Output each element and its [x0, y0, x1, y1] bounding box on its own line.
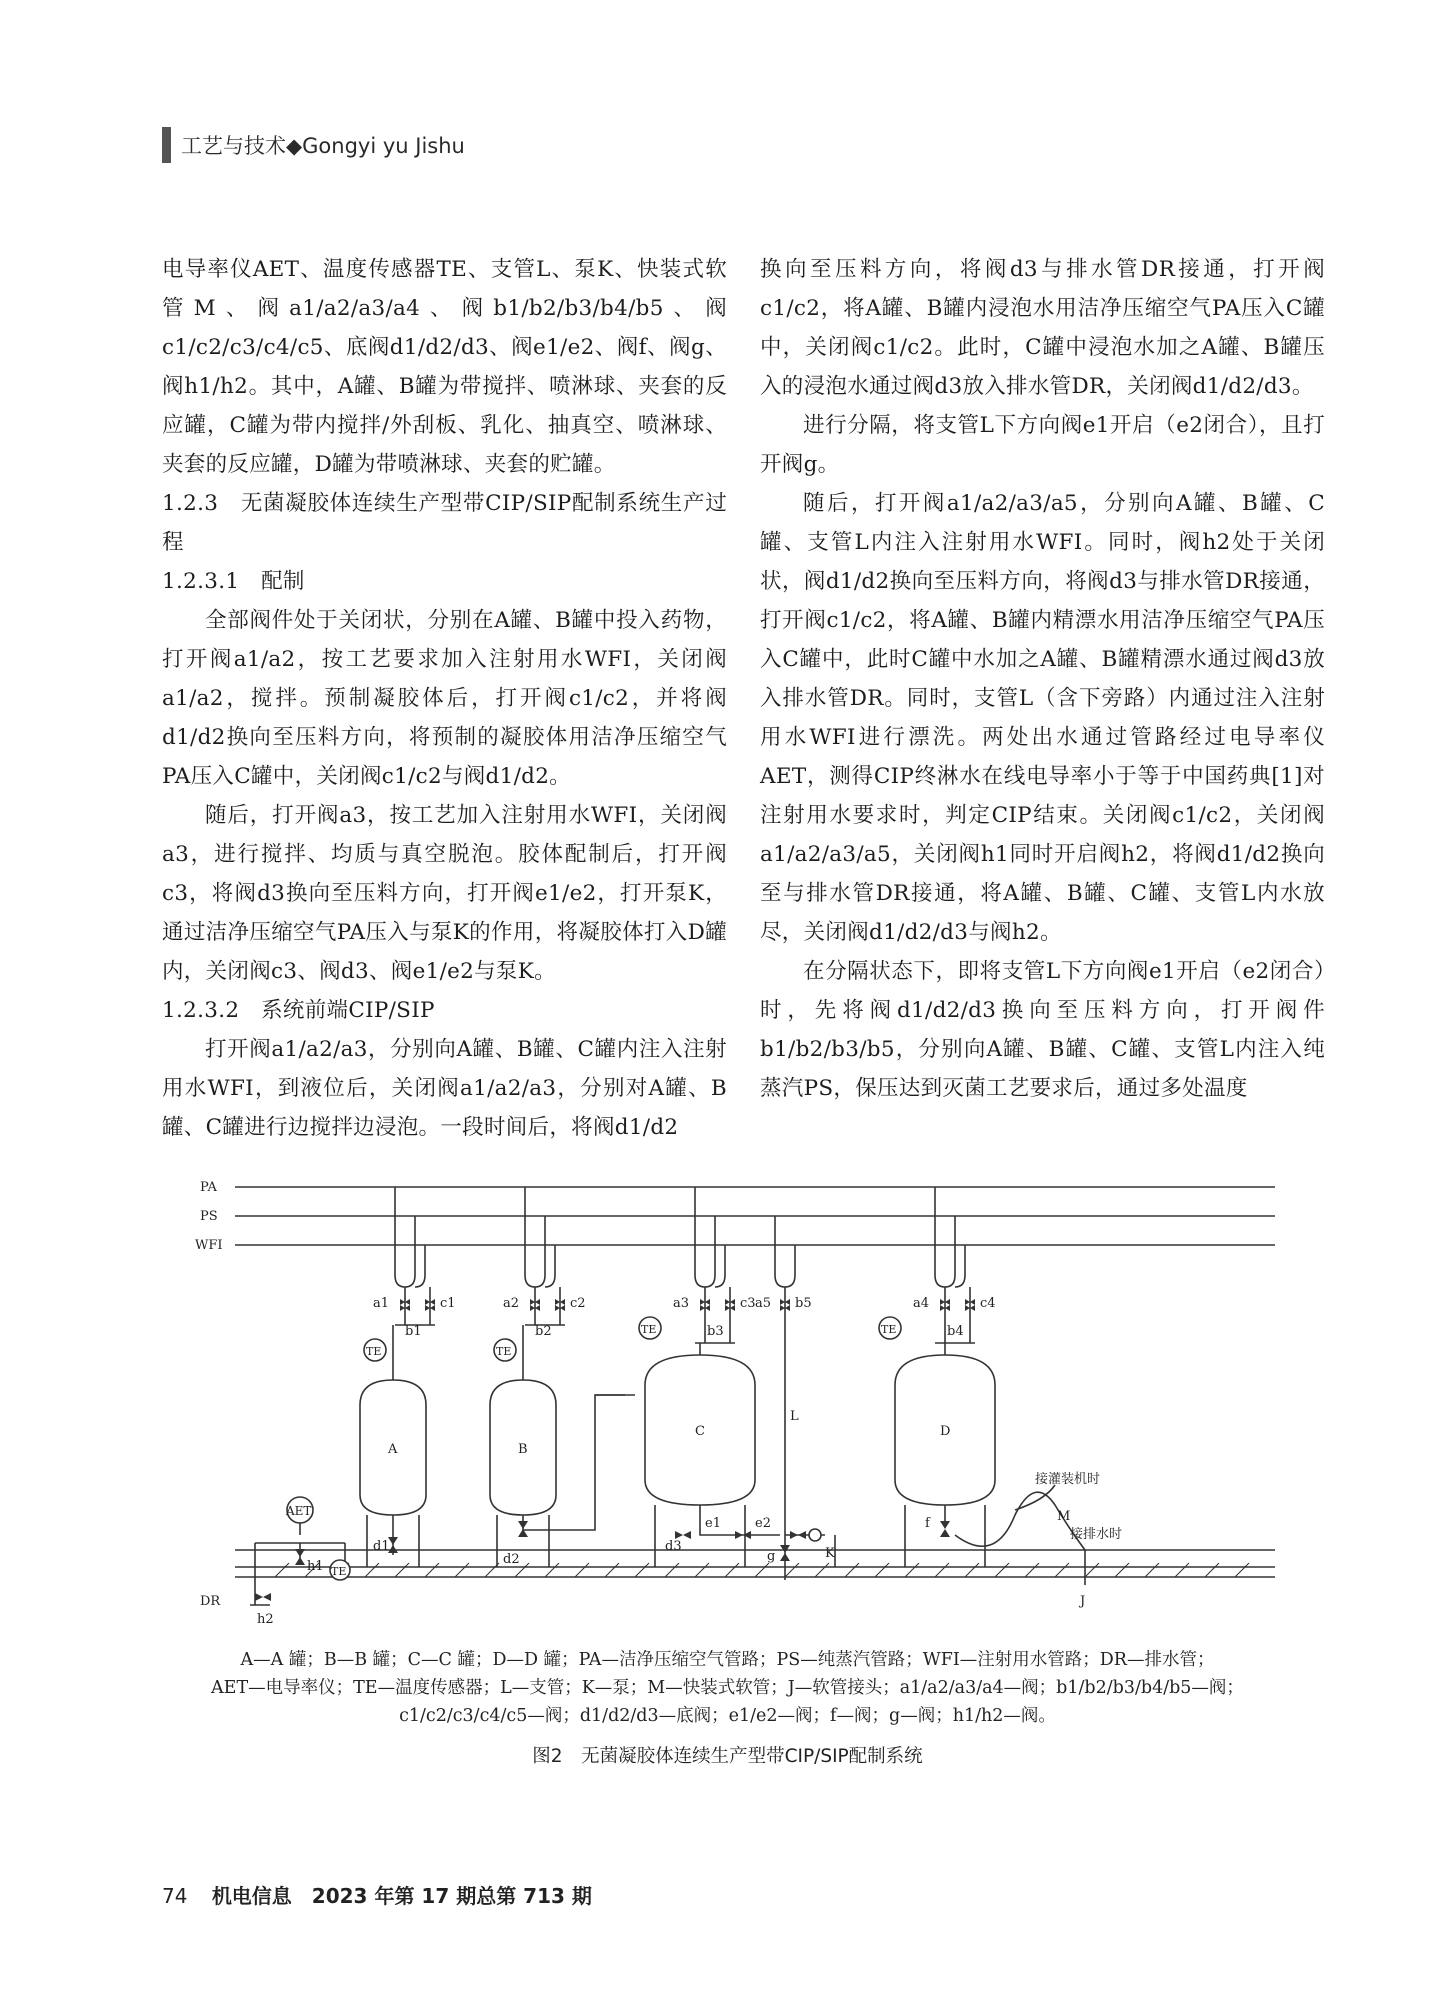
- section-heading: 1.2.3.2 系统前端CIP/SIP: [162, 998, 435, 1023]
- valve-label: a3: [673, 1296, 690, 1311]
- branch-l-label: L: [790, 1409, 799, 1424]
- header-text: 工艺与技术◆Gongyi yu Jishu: [181, 134, 465, 158]
- paragraph: 电导率仪AET、温度传感器TE、支管L、泵K、快装式软管M、阀a1/a2/a3/a4、阀b1/b2/b3/b4/b5、阀c1/c2/c3/c4/c5、底阀d1/d2/d3、阀e1/e2、阀f、阀g、阀h1/h2。其中，A罐、B罐为带搅拌、喷淋球、夹套的反应罐，C罐为带内搅拌/外刮板、乳化、抽真空、喷淋球、夹套的反应罐，D罐为带喷淋球、夹套的贮罐。: [162, 257, 727, 477]
- left-column: [162, 250, 727, 1147]
- te-label: TE: [881, 1323, 897, 1336]
- right-column: [760, 250, 1325, 1108]
- hose-m: [955, 1492, 1085, 1585]
- tank-c-label: C: [695, 1424, 705, 1439]
- valve-label: h2: [257, 1612, 274, 1627]
- tank-b-label: B: [518, 1442, 528, 1457]
- valve-label: e1: [705, 1516, 721, 1531]
- paragraph: 随后，打开阀a3，按工艺加入注射用水WFI，关闭阀a3，进行搅拌、均质与真空脱泡。胶体配制后，打开阀c3，将阀d3换向至压料方向，打开阀e1/e2，打开泵K，通过洁净压缩空气PA压入与泵K的作用，将凝胶体打入D罐内，关闭阀c3、阀d3、阀e1/e2与泵K。: [162, 803, 727, 984]
- figure-legend: [165, 1646, 1290, 1730]
- drain-note: 接排水时: [1070, 1527, 1123, 1542]
- process-diagram: [195, 1165, 1285, 1635]
- valve-label: d3: [665, 1539, 682, 1554]
- legend-line: A—A 罐；B—B 罐；C—C 罐；D—D 罐；PA—洁净压缩空气管路；PS—纯蒸汽管路；WFI—注射用水管路；DR—排水管；: [240, 1650, 1215, 1670]
- paragraph: 随后，打开阀a1/a2/a3/a5，分别向A罐、B罐、C罐、支管L内注入注射用水WFI。同时，阀h2处于关闭状，阀d1/d2换向至压料方向，将阀d3与排水管DR接通，打开阀c1/c2，将A罐、B罐内精漂水用洁净压缩空气PA压入C罐中，此时C罐中水加之A罐、B罐精漂水通过阀d3放入排水管DR。同时，支管L（含下旁路）内通过注入注射用水WFI进行漂洗。两处出水通过管路经过电导率仪AET，测得CIP终淋水在线电导率小于等于中国药典[1]对注射用水要求时，判定CIP结束。关闭阀c1/c2，关闭阀a1/a2/a3/a5，关闭阀h1同时开启阀h2，将阀d1/d2换向至与排水管DR接通，将A罐、B罐、C罐、支管L内水放尽，关闭阀d1/d2/d3与阀h2。: [760, 491, 1325, 945]
- valve-label: c2: [570, 1296, 586, 1311]
- te-label: TE: [641, 1323, 657, 1336]
- valve-label: h1: [307, 1559, 324, 1574]
- dr-label: DR: [200, 1594, 221, 1609]
- paragraph: 进行分隔，将支管L下方向阀e1开启（e2闭合），且打开阀g。: [760, 413, 1325, 477]
- joint-j-label: J: [1080, 1594, 1086, 1609]
- tank-a-label: A: [388, 1442, 398, 1457]
- valve-label: b5: [795, 1296, 812, 1311]
- paragraph: 全部阀件处于关闭状，分别在A罐、B罐中投入药物，打开阀a1/a2，按工艺要求加入注射用水WFI，关闭阀a1/a2，搅拌。预制凝胶体后，打开阀c1/c2，并将阀d1/d2换向至压料方向，将预制的凝胶体用洁净压缩空气PA压入C罐中，关闭阀c1/c2与阀d1/d2。: [162, 608, 727, 789]
- valve-label: a4: [913, 1296, 930, 1311]
- valve-label: b1: [405, 1324, 422, 1339]
- legend-line: c1/c2/c3/c4/c5—阀；d1/d2/d3—底阀；e1/e2—阀；f—阀；g—阀；h1/h2—阀。: [399, 1706, 1056, 1726]
- valve-label: b2: [535, 1324, 552, 1339]
- wfi-label: WFI: [195, 1238, 223, 1253]
- te-label: TE: [496, 1345, 512, 1358]
- page-number: 74: [162, 1884, 188, 1908]
- page-footer: [162, 1880, 592, 1909]
- valve-label: c1: [440, 1296, 456, 1311]
- paragraph: 在分隔状态下，即将支管L下方向阀e1开启（e2闭合）时，先将阀d1/d2/d3换向至压料方向，打开阀件b1/b2/b3/b5，分别向A罐、B罐、C罐、支管L内注入纯蒸汽PS，保压达到灭菌工艺要求后，通过多处温度: [760, 959, 1325, 1101]
- valve-label: a1: [373, 1296, 390, 1311]
- valve-label: a5: [755, 1296, 772, 1311]
- valve-label: g: [767, 1549, 776, 1564]
- tank-d-label: D: [940, 1424, 951, 1439]
- header-bar: [162, 127, 171, 163]
- section-heading: 1.2.3 无菌凝胶体连续生产型带CIP/SIP配制系统生产过程: [162, 491, 727, 555]
- pump-k-label: K: [825, 1546, 835, 1561]
- paragraph: 换向至压料方向，将阀d3与排水管DR接通，打开阀c1/c2，将A罐、B罐内浸泡水用洁净压缩空气PA压入C罐中，关闭阀c1/c2。此时，C罐中浸泡水加之A罐、B罐压入的浸泡水通过阀d3放入排水管DR，关闭阀d1/d2/d3。: [760, 257, 1325, 399]
- legend-line: AET—电导率仪；TE—温度传感器；L—支管；K—泵；M—快装式软管；J—软管接头；a1/a2/a3/a4—阀；b1/b2/b3/b4/b5—阀；: [211, 1678, 1244, 1698]
- aet-label: AET: [286, 1504, 312, 1518]
- section-heading: 1.2.3.1 配制: [162, 569, 305, 594]
- valve-label: d1: [373, 1539, 390, 1554]
- valve-label: c3: [740, 1296, 756, 1311]
- paragraph: 打开阀a1/a2/a3，分别向A罐、B罐、C罐内注入注射用水WFI，到液位后，关闭阀a1/a2/a3，分别对A罐、B罐、C罐进行边搅拌边浸泡。一段时间后，将阀d1/d2: [162, 1037, 727, 1140]
- ps-label: PS: [200, 1209, 218, 1224]
- valve-label: e2: [755, 1516, 771, 1531]
- figure-title: 图2 无菌凝胶体连续生产型带CIP/SIP配制系统: [532, 1746, 923, 1767]
- valve-label: c4: [980, 1296, 996, 1311]
- valve-label: b3: [707, 1324, 724, 1339]
- valve-label: b4: [947, 1324, 964, 1339]
- valve-label: f: [925, 1516, 930, 1531]
- valve-label: a2: [503, 1296, 520, 1311]
- journal-info: 机电信息 2023 年第 17 期总第 713 期: [211, 1884, 592, 1908]
- running-header: [162, 127, 465, 163]
- te-label: TE: [331, 1565, 347, 1578]
- pa-label: PA: [200, 1180, 217, 1195]
- filling-note: 接灌装机时: [1035, 1472, 1101, 1487]
- hose-m-label: M: [1057, 1509, 1071, 1524]
- valve-label: d2: [503, 1552, 520, 1567]
- te-label: TE: [366, 1345, 382, 1358]
